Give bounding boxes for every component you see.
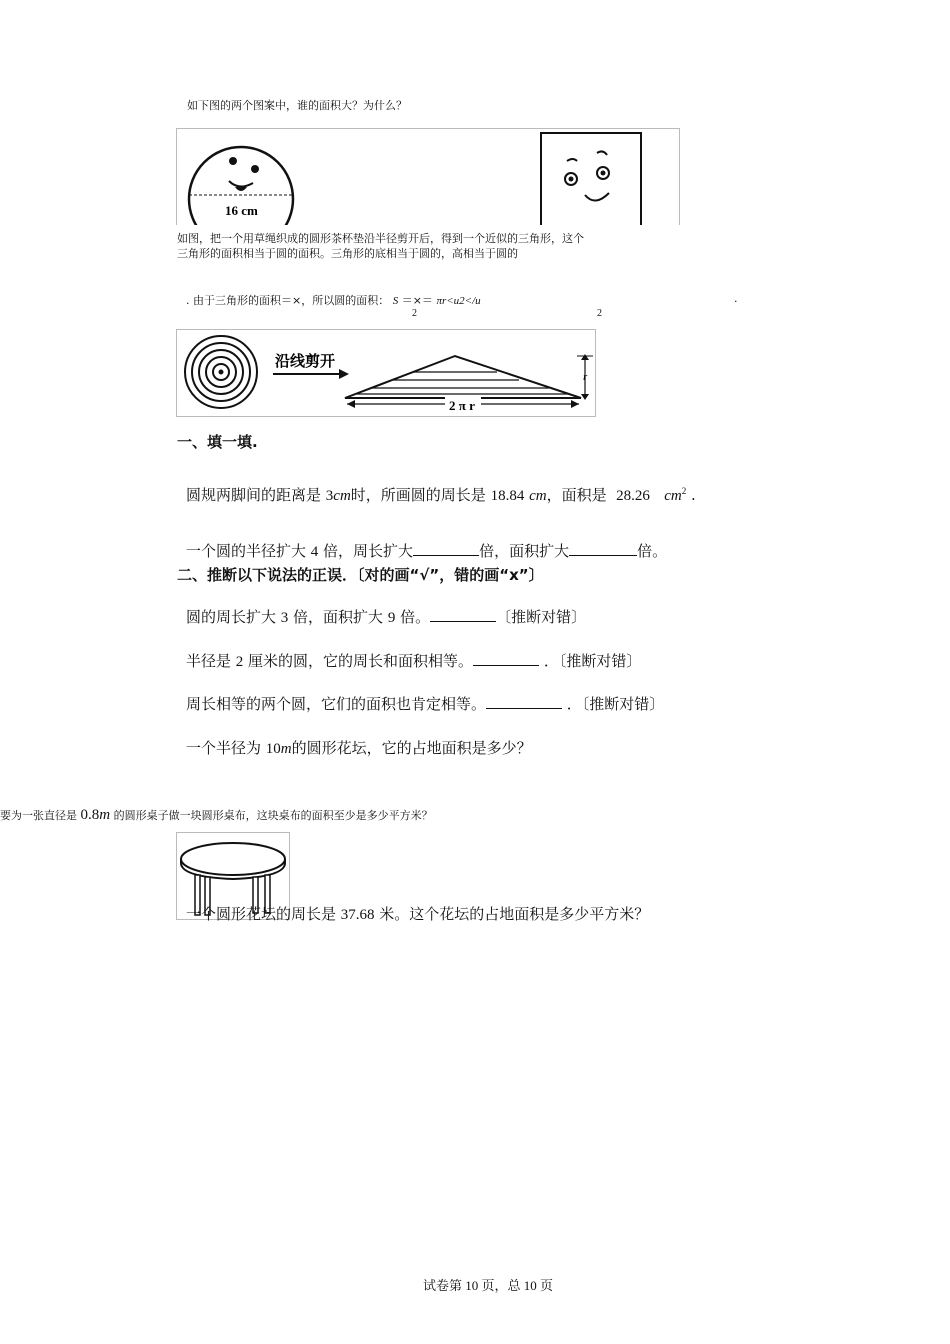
s1-question-1: 圆规两脚间的距离是 3cm时，所画圆的周长是 18.84 cm，面积是 28.26 $cm^2$ . [186,486,696,504]
answer-blank-3[interactable] [430,607,496,622]
intro-question: 如下图的两个图案中，谁的面积大？为什么？ [187,99,407,112]
q-garden-radius: 一个半径为 10m的圆形花坛，它的占地面积是多少？ [186,739,532,757]
cut-label: 沿线剪开 [275,352,336,370]
formula-sub-2: 2 [597,308,602,319]
circle-diameter-label: 16 cm [225,203,258,218]
answer-blank-1[interactable] [413,541,479,556]
square-brow-left [567,159,577,161]
square-smile [585,193,609,201]
circle-mouth [235,187,247,191]
q-garden-circumference: 一个圆形花坛的周长是 37.68 米。这个花坛的占地面积是多少平方米？ [186,905,650,923]
circle-eye-left [229,157,237,165]
base-label: 2 π r [449,398,475,413]
formula-pi-r: πr<u2</u [436,295,481,307]
table-top [181,843,285,875]
formula-line [186,292,481,308]
section2-heading: 二、推断以下说法的正误．〔对的画“√”，错的画“x”〕 [177,566,544,584]
cut-figure [176,329,596,417]
formula-end-dot: . [734,292,738,305]
para-line-2: 三角形的面积相当于圆的面积。三角形的底相当于圆的，高相当于圆的 [177,247,518,260]
section1-heading: 一、填一填. [177,433,258,451]
formula-rest: ＝×＝ [401,294,433,307]
s2-statement-3: 周长相等的两个圆，它们的面积也肯定相等。 ．〔推断对错〕 [186,695,665,713]
formula-lead: . 由于三角形的面积＝×，所以圆的面积： [186,294,390,307]
square-shape [541,133,641,225]
formula-s: S [392,295,399,307]
s1-question-2: 一个圆的半径扩大 4 倍，周长扩大 倍，面积扩大 倍。 [186,542,668,560]
faces-figure [176,128,680,225]
s2-statement-1: 圆的周长扩大 3 倍，面积扩大 9 倍。 〔推断对错〕 [186,608,587,626]
q-tablecloth: 要为一张直径是 0.8m 的圆形桌子做一块圆形桌布，这块桌布的面积至少是多少平方米？ [0,807,433,823]
page-footer: 试卷第 10 页，总 10 页 [423,1278,554,1293]
cut-illustration [177,330,595,416]
formula-sub-1: 2 [412,308,417,319]
height-label: r [583,371,588,383]
faces-illustration [177,129,679,225]
para-line-1: 如图，把一个用草绳织成的圆形茶杯垫沿半径剪开后，得到一个近似的三角形，这个 [177,232,584,245]
s2-statement-2: 半径是 2 厘米的圆，它的周长和面积相等。 ．〔推断对错〕 [186,652,642,670]
circle-smile [229,181,253,187]
answer-blank-4[interactable] [473,651,539,666]
circle-eye-right [251,165,259,173]
arrow-right-icon [339,369,349,379]
answer-blank-2[interactable] [569,541,637,556]
answer-blank-5[interactable] [486,694,562,709]
square-brow-right [597,151,607,155]
triangle-shape [345,356,581,398]
